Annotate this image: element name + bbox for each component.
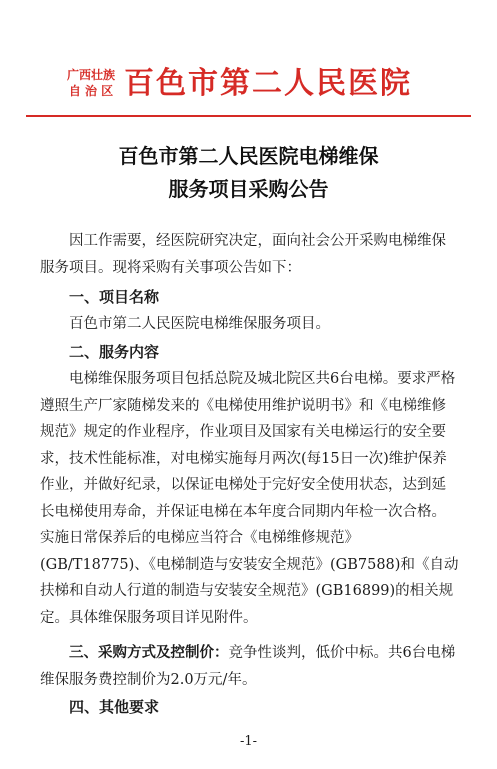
letterhead-region	[60, 67, 122, 99]
intro-paragraph: 因工作需要，经医院研究决定，面向社会公开采购电梯维保服务项目。现将采购有关事项公告如下：	[40, 233, 446, 276]
document-title-line2: 服务项目采购公告	[168, 177, 329, 201]
letterhead-region-line2: 自 治 区	[68, 84, 114, 98]
section2-heading: 二、服务内容	[69, 343, 160, 361]
section2-text: 电梯维保服务项目包括总院及城北院区共6台电梯。要求严格遵照生产厂家随梯发来的《电梯使用维护说明书》和《电梯维修规范》规定的作业程序，作业项目及国家有关电梯运行的安全要求，技术性能标准，对电梯实施每月两次(每15日一次)维护保养作业，并做好纪录，以保证电梯处于完好安全使用状态，达到延长电梯使用寿命，并保证电梯在本年度合同期内年检一次合格。实施日常保养后的电梯应当符合《电梯维修规范》(GB/T18775)、《电梯制造与安装安全规范》(GB7588)和《自动扶梯和自动人行道的制造与安装安全规范》(GB16899)的相关规定。具体维保服务项目详见附件。	[40, 371, 459, 626]
letterhead-hospital-name: 百色市第二人民医院	[124, 66, 412, 101]
section3-paragraph	[40, 640, 460, 693]
section1-heading: 一、项目名称	[69, 288, 160, 306]
section3-text: 竞争性谈判，低价中标。共6台电梯维保服务费控制价为2.0万元/年。	[40, 645, 456, 688]
section3-heading: 三、采购方式及控制价：	[69, 645, 229, 661]
document-title-line1: 百色市第二人民医院电梯维保	[118, 144, 379, 168]
section4-heading: 四、其他要求	[69, 698, 160, 716]
letterhead-divider	[26, 115, 471, 117]
page-number: -1-	[239, 734, 258, 749]
letterhead	[58, 64, 458, 110]
letterhead-region-line1: 广西壮族	[66, 68, 115, 82]
section1-text: 百色市第二人民医院电梯维保服务项目。	[69, 316, 330, 332]
